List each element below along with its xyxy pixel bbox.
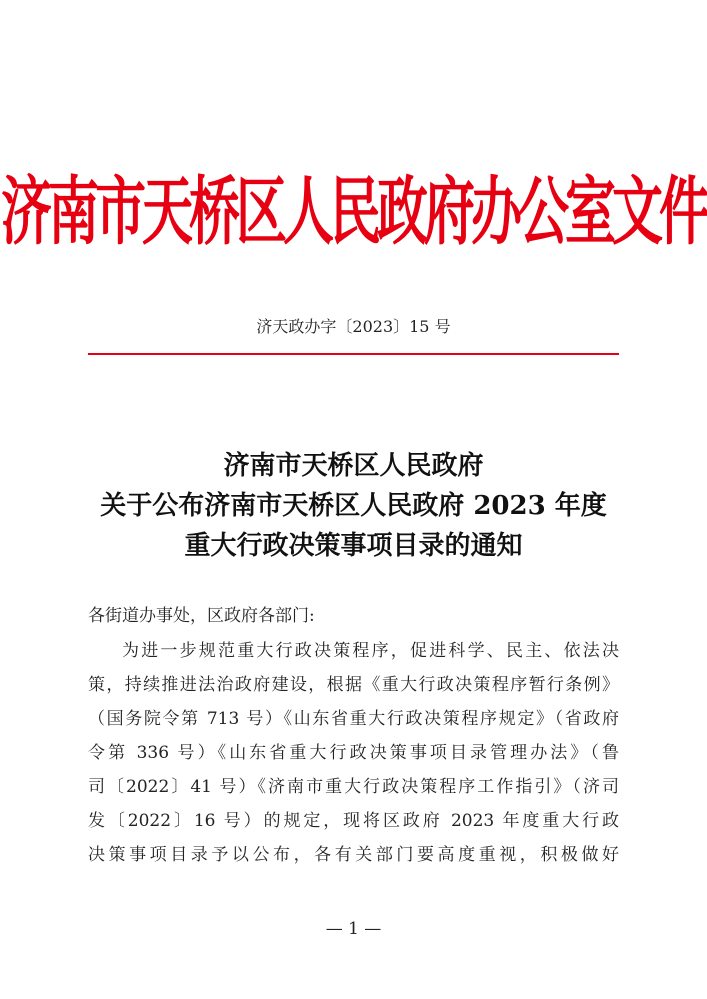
body-line: 令第 336 号）《山东省重大行政决策事项目录管理办法》（鲁 — [88, 743, 619, 763]
body-line: 为进一步规范重大行政决策程序，促进科学、民主、依法决 — [122, 641, 619, 661]
document-number: 济天政办字〔2023〕15 号 — [256, 317, 451, 336]
body-line: 策，持续推进法治政府建设，根据《重大行政决策程序暂行条例》 — [88, 675, 619, 695]
body-line: （国务院令第 713 号）《山东省重大行政决策程序规定》（省政府 — [88, 709, 619, 729]
body-line: 发〔2022〕16 号）的规定，现将区政府 2023 年度重大行政 — [88, 811, 619, 831]
body-paragraph — [88, 634, 619, 872]
notice-title — [0, 446, 707, 566]
red-divider-line — [88, 353, 619, 355]
page-number: — 1 — — [325, 919, 382, 939]
addressee: 各街道办事处，区政府各部门: — [88, 606, 315, 626]
body-line: 决策事项目录予以公布，各有关部门要高度重视，积极做好 — [88, 845, 619, 865]
notice-title-line: 关于公布济南市天桥区人民政府 2023 年度 — [100, 491, 607, 521]
notice-title-line: 重大行政决策事项目录的通知 — [184, 531, 523, 561]
body-line: 司〔2022〕41 号）《济南市重大行政决策程序工作指引》（济司 — [88, 777, 619, 797]
notice-title-line: 济南市天桥区人民政府 — [223, 451, 484, 481]
masthead-title: 济南市天桥区人民政府办公室文件 — [0, 170, 706, 257]
